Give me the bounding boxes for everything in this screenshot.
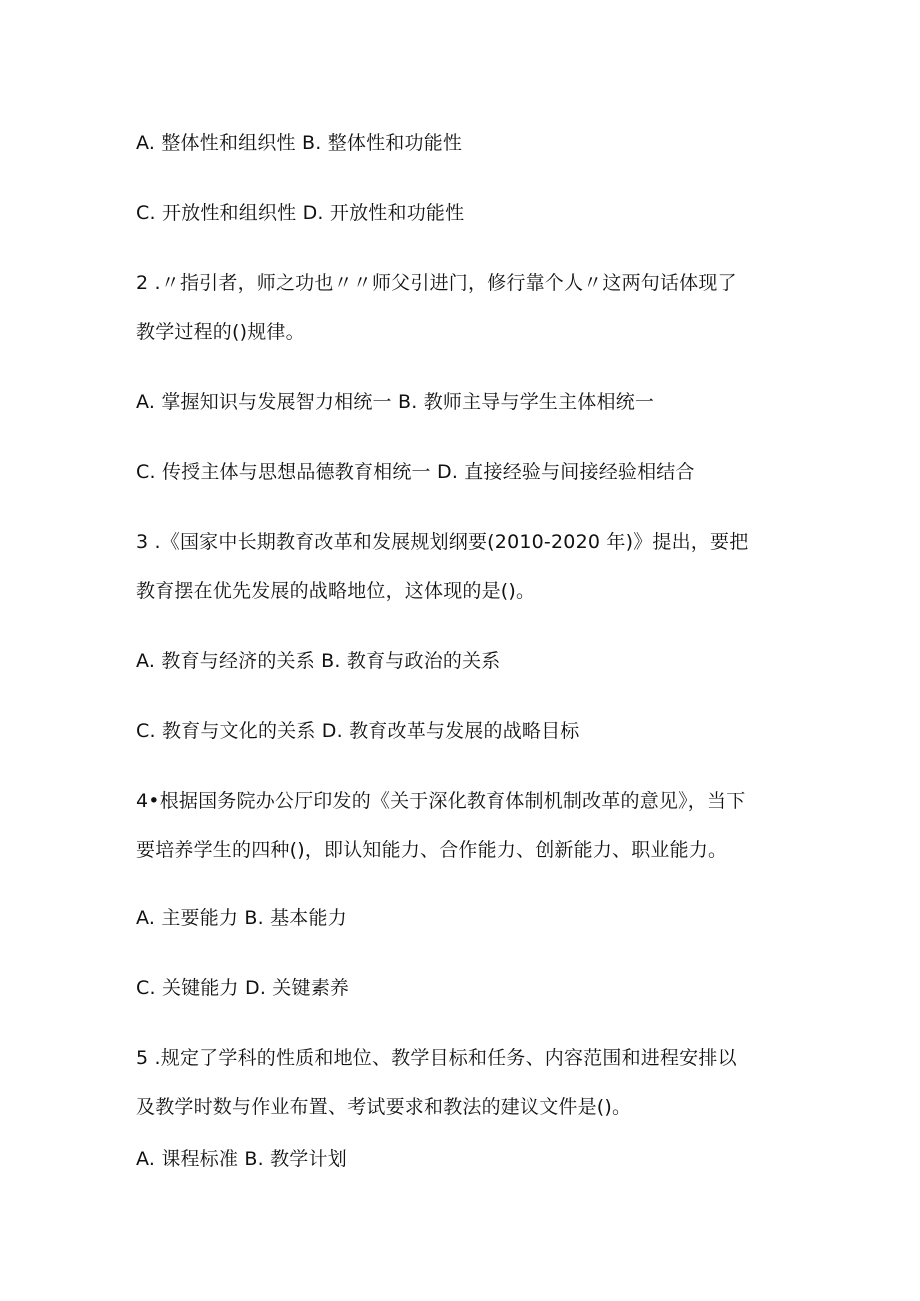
q4-stem-line2: 要培养学生的四种()，即认知能力、合作能力、创新能力、职业能力。 bbox=[136, 839, 728, 861]
q1-options-ab: A. 整体性和组织性 B. 整体性和功能性 bbox=[136, 132, 463, 154]
q3-stem-line2: 教育摆在优先发展的战略地位，这体现的是()。 bbox=[136, 580, 536, 602]
q5-options-ab: A. 课程标准 B. 教学计划 bbox=[136, 1148, 347, 1170]
q3-stem-line1: 3 .《国家中长期教育改革和发展规划纲要(2010-2020 年)》提出，要把 bbox=[136, 531, 749, 553]
q3-options-cd: C. 教育与文化的关系 D. 教育改革与发展的战略目标 bbox=[136, 720, 580, 742]
q4-options-cd: C. 关键能力 D. 关键素养 bbox=[136, 977, 350, 999]
q3-options-ab: A. 教育与经济的关系 B. 教育与政治的关系 bbox=[136, 650, 501, 672]
q2-options-ab: A. 掌握知识与发展智力相统一 B. 教师主导与学生主体相统一 bbox=[136, 391, 655, 413]
q5-stem-line1: 5 .规定了学科的性质和地位、教学目标和任务、内容范围和进程安排以 bbox=[136, 1047, 737, 1069]
q2-stem-line1: 2 .〃指引者，师之功也〃〃师父引进门，修行靠个人〃这两句话体现了 bbox=[136, 272, 737, 294]
q4-options-ab: A. 主要能力 B. 基本能力 bbox=[136, 907, 347, 929]
q2-options-cd: C. 传授主体与思想品德教育相统一 D. 直接经验与间接经验相结合 bbox=[136, 461, 695, 483]
q1-options-cd: C. 开放性和组织性 D. 开放性和功能性 bbox=[136, 202, 465, 224]
q5-stem-line2: 及教学时数与作业布置、考试要求和教法的建议文件是()。 bbox=[136, 1096, 632, 1118]
q2-stem-line2: 教学过程的()规律。 bbox=[136, 321, 305, 343]
q4-stem-line1: 4•根据国务院办公厅印发的《关于深化教育体制机制改革的意见》，当下 bbox=[136, 790, 746, 812]
